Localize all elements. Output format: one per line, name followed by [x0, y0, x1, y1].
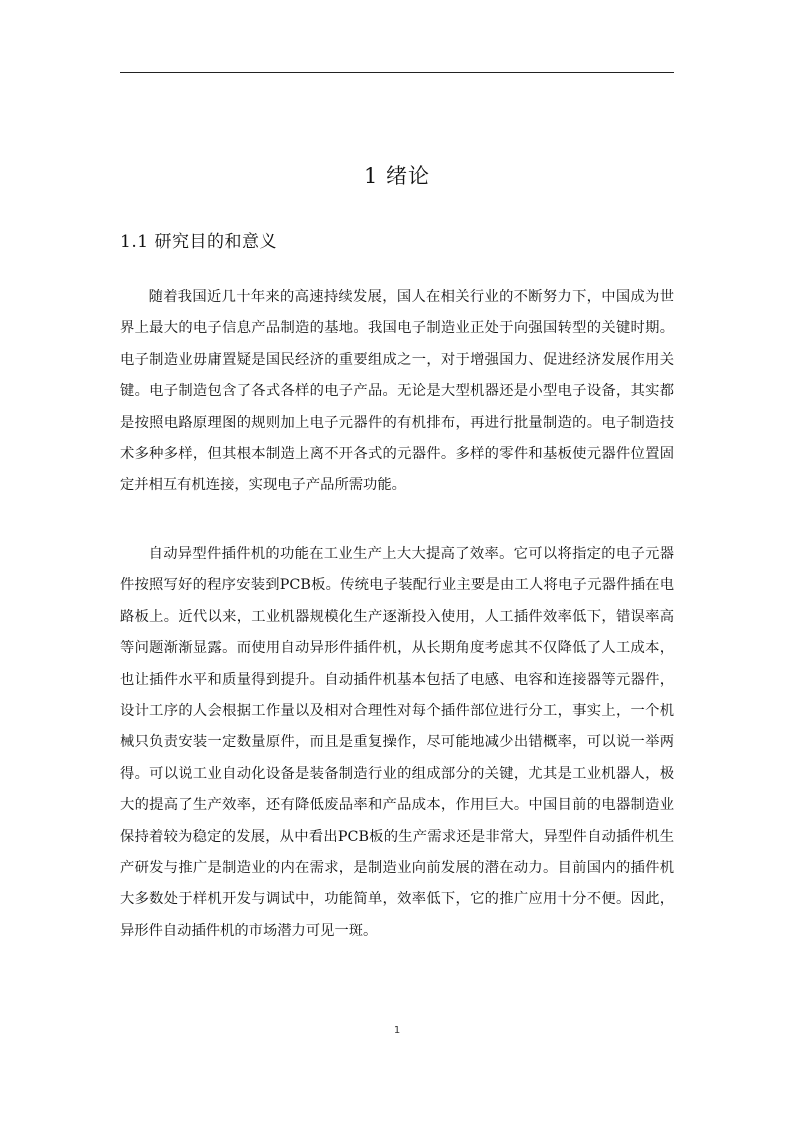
paragraph-block-2 — [120, 539, 674, 947]
body-paragraph: 自动异型件插件机的功能在工业生产上大大提高了效率。它可以将指定的电子元器件按照写好的程序安装到PCB板。传统电子装配行业主要是由工人将电子元器件插在电路板上。近代以来，工业机器规模化生产逐渐投入使用，人工插件效率低下，错误率高等问题渐渐显露。而使用自动异形件插件机，从长期角度考虑其不仅降低了人工成本，也让插件水平和质量得到提升。自动插件机基本包括了电感、电容和连接器等元器件，设计工序的人会根据工作量以及相对合理性对每个插件部位进行分工，事实上，一个机械只负责安装一定数量原件，而且是重复操作，尽可能地减少出错概率，可以说一举两得。可以说工业自动化设备是装备制造行业的组成部分的关键，尤其是工业机器人，极大的提高了生产效率，还有降低废品率和产品成本，作用巨大。中国目前的电器制造业保持着较为稳定的发展，从中看出PCB板的生产需求还是非常大，异型件自动插件机生产研发与推广是制造业的内在需求，是制造业向前发展的潜在动力。目前国内的插件机大多数处于样机开发与调试中，功能简单，效率低下，它的推广应用十分不便。因此，异形件自动插件机的市场潜力可见一斑。 — [120, 546, 674, 939]
section-heading: 1.1 研究目的和意义 — [120, 232, 277, 252]
chapter-title: 1 绪论 — [363, 164, 431, 188]
paragraph-block-1 — [120, 282, 674, 502]
header-rule — [120, 72, 674, 73]
page-number: 1 — [393, 1025, 401, 1036]
body-paragraph: 随着我国近几十年来的高速持续发展，国人在相关行业的不断努力下，中国成为世界上最大的电子信息产品制造的基地。我国电子制造业正处于向强国转型的关键时期。电子制造业毋庸置疑是国民经济的重要组成之一，对于增强国力、促进经济发展作用关键。电子制造包含了各式各样的电子产品。无论是大型机器还是小型电子设备，其实都是按照电路原理图的规则加上电子元器件的有机排布，再进行批量制造的。电子制造技术多种多样，但其根本制造上离不开各式的元器件。多样的零件和基板使元器件位置固定并相互有机连接，实现电子产品所需功能。 — [120, 289, 674, 494]
